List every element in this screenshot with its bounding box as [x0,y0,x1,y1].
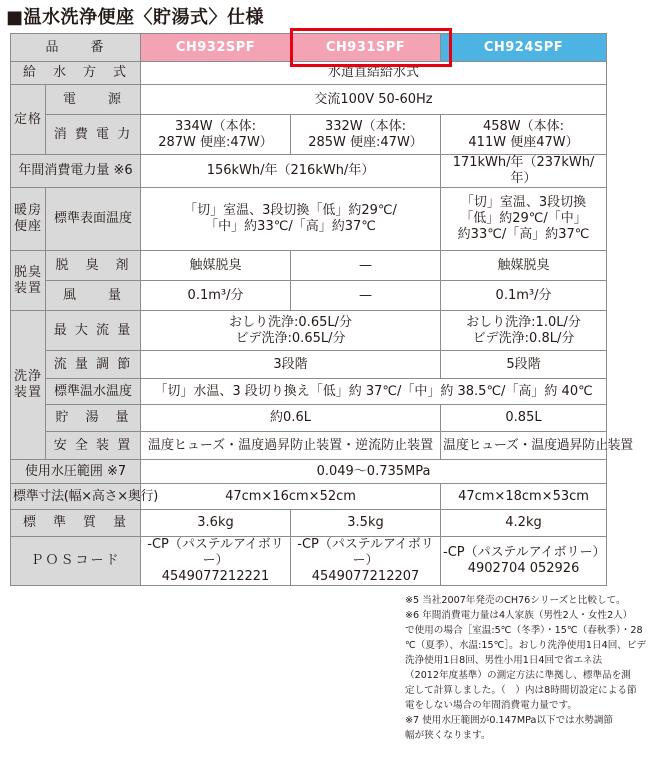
air-volume-ch932spf: 0.1m³/分 [141,281,291,311]
footnote-line: 電をしない場合の年間消費電力量です。 [405,700,577,711]
footnote-line: ※7 使用水圧範囲が0.147MPa以下では水勢調節 [405,715,614,726]
spec-table [10,33,633,586]
table-row [11,432,607,460]
footnote-line: 幅が狭くなります。 [405,730,491,741]
group-label-wash: 洗浄 装置 [11,311,46,460]
row-label-water-supply: 給 水 方 式 [11,62,141,85]
consumption-ch924spf: 458W（本体: 411W 便座47W） [441,115,607,155]
mass-ch932spf: 3.6kg [141,510,291,537]
pos-code-ch924spf: -CP（パステルアイボリー） 4902704 052926 [441,537,607,586]
mass-ch924spf: 4.2kg [441,510,607,537]
air-volume-ch924spf: 0.1m³/分 [441,281,607,311]
water-supply-value: 水道直結給水式 [141,62,607,85]
footnote-line: で使用の場合［室温:5℃（冬季）・15℃（春秋季）・28 [405,625,643,636]
dimensions-ch924spf: 47cm×18cm×53cm [441,484,607,510]
page-title: ■温水洗浄便座〈貯湯式〉仕様 [6,7,265,28]
footnotes [405,593,667,743]
table-row [11,251,607,281]
deodor-agent-ch924spf: 触媒脱臭 [441,251,607,281]
consumption-ch931spf: 332W（本体: 285W 便座:47W） [291,115,441,155]
pressure-value: 0.049～0.735MPa [141,460,607,484]
table-row [11,281,607,311]
pos-code-ch931spf: -CP（パステルアイボリー） 4549077212207 [291,537,441,586]
seat-temp-ch924spf: 「切」室温、3段切換 「低」約29℃/「中」 約33℃/「高」約37℃ [441,188,607,251]
annual-power-ch932-ch931: 156kWh/年（216kWh/年） [141,155,441,188]
table-row [11,379,607,405]
table-row [11,311,607,351]
footnote-line: 定して計算しました。（ ）内は8時間切設定による節 [405,685,637,696]
row-label-dimensions: 標準寸法(幅×高さ×奥行) [11,484,141,510]
row-label-max-flow: 最 大 流 量 [46,311,141,351]
safety-ch924spf: 温度ヒューズ・温度過昇防止装置 [441,432,607,460]
row-label-annual-power: 年間消費電力量 ※6 [11,155,141,188]
mass-ch931spf: 3.5kg [291,510,441,537]
row-label-air-volume: 風 量 [46,281,141,311]
model-header-ch932spf: CH932SPF [141,34,291,62]
flow-adjust-ch924spf: 5段階 [441,351,607,379]
footnote-line: （2012年度基準）の測定方法に準拠し、標準品を測 [405,670,631,681]
storage-ch924spf: 0.85L [441,405,607,432]
row-label-pos-code: ＰＯＳコード [11,537,141,586]
table-row [11,484,607,510]
dimensions-ch932-ch931: 47cm×16cm×52cm [141,484,441,510]
footnote-line: ※6 年間消費電力量は4人家族（男性2人・女性2人） [405,610,633,621]
table-row [11,85,607,115]
deodor-agent-ch931spf: — [291,251,441,281]
annual-power-ch924spf: 171kWh/年（237kWh/年） [441,155,607,188]
consumption-ch932spf: 334W（本体: 287W 便座:47W） [141,115,291,155]
table-row [11,62,607,85]
row-label-safety: 安 全 装 置 [46,432,141,460]
row-label-deodor-agent: 脱 臭 剤 [46,251,141,281]
row-label-consumption: 消 費 電 力 [46,115,141,155]
row-label-seat-temp: 標準表面温度 [46,188,141,251]
table-row [11,351,607,379]
row-label-mass: 標 準 質 量 [11,510,141,537]
group-label-rating: 定格 [11,85,46,155]
table-row [11,155,607,188]
table-row [11,460,607,484]
storage-ch932-ch931: 約0.6L [141,405,441,432]
table-row [11,537,607,586]
safety-ch932-ch931: 温度ヒューズ・温度過昇防止装置・逆流防止装置 [141,432,441,460]
row-label-flow-adjust: 流 量 調 節 [46,351,141,379]
footnote-line: ℃（夏季）、水温:15℃］。おしり洗浄使用1日4回、ビデ [405,640,647,651]
footnote-line: 洗浄使用1日8回、男性小用1日4回で省エネ法 [405,655,603,666]
model-header-ch931spf: CH931SPF [291,34,441,62]
deodor-agent-ch932spf: 触媒脱臭 [141,251,291,281]
water-temp-value: 「切」水温、3 段切り換え「低」約 37℃/「中」約 38.5℃/「高」約 40℃ [141,379,607,405]
flow-adjust-ch932-ch931: 3段階 [141,351,441,379]
row-label-storage: 貯 湯 量 [46,405,141,432]
table-row [11,510,607,537]
air-volume-ch931spf: — [291,281,441,311]
row-label-water-temp: 標準温水温度 [46,379,141,405]
group-label-seat: 暖房 便座 [11,188,46,251]
power-value: 交流100V 50-60Hz [141,85,607,115]
footnote-line: ※5 当社2007年発売のCH76シリーズと比較して。 [405,595,626,606]
table-row [11,188,607,251]
model-header-ch924spf: CH924SPF [441,34,607,62]
max-flow-ch924spf: おしり洗浄:1.0L/分 ビデ洗浄:0.8L/分 [441,311,607,351]
seat-temp-ch932-ch931: 「切」室温、3段切換「低」約29℃/ 「中」約33℃/「高」約37℃ [141,188,441,251]
table-row [11,115,607,155]
max-flow-ch932-ch931: おしり洗浄:0.65L/分 ビデ洗浄:0.65L/分 [141,311,441,351]
table-row [11,34,607,62]
group-label-deodor: 脱臭 装置 [11,251,46,311]
row-label-model: 品 番 [11,34,141,62]
table-row [11,405,607,432]
pos-code-ch932spf: -CP（パステルアイボリー） 4549077212221 [141,537,291,586]
row-label-power: 電 源 [46,85,141,115]
row-label-pressure: 使用水圧範囲 ※7 [11,460,141,484]
